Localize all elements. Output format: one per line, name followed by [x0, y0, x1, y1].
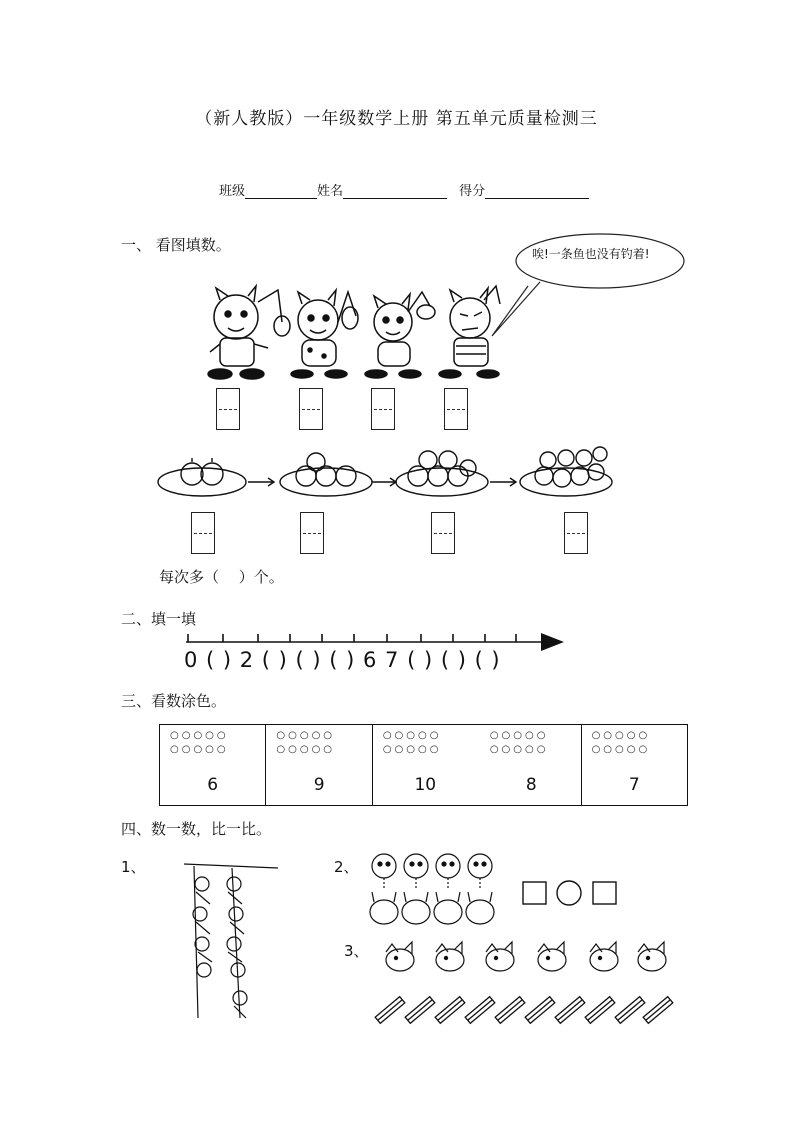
- target-number: 10: [414, 775, 437, 795]
- name-field[interactable]: [343, 183, 447, 199]
- arrow-3-drawing: [490, 478, 516, 486]
- compare-square-right[interactable]: [593, 882, 616, 904]
- question-3-label: 3、: [344, 942, 369, 960]
- answer-box-plate-3[interactable]: [431, 512, 455, 554]
- cat-1-drawing: [208, 286, 290, 379]
- section3-heading: 三、看数涂色。: [121, 692, 227, 710]
- target-number: 7: [628, 775, 640, 795]
- number-sequence: 0 ( ) 2 ( ) ( ) ( ) 6 7 ( ) ( ) ( ): [184, 648, 501, 672]
- answer-box-cat-2[interactable]: [299, 388, 323, 430]
- answer-box-plate-1[interactable]: [191, 512, 215, 554]
- pencils-illustration: [376, 990, 676, 1030]
- class-label: 班级: [219, 184, 246, 199]
- cat-3-drawing: [365, 292, 435, 378]
- arrow-1-drawing: [248, 478, 274, 486]
- color-table: [159, 724, 688, 806]
- plate-3-drawing: [396, 451, 488, 496]
- section1-heading: 一、 看图填数。: [121, 236, 231, 254]
- answer-box-plate-4[interactable]: [564, 512, 588, 554]
- class-field[interactable]: [245, 183, 317, 199]
- target-number: 8: [525, 775, 537, 795]
- section4-heading: 四、数一数，比一比。: [121, 820, 272, 838]
- birds-illustration: [382, 938, 672, 974]
- name-label: 姓名: [317, 184, 344, 199]
- compare-square-left[interactable]: [523, 882, 546, 904]
- circle-row: ○○○○○: [382, 730, 442, 741]
- plate-2-drawing: [280, 453, 372, 496]
- circle-row: ○○○○○: [591, 730, 651, 741]
- target-number: 9: [313, 775, 325, 795]
- circle-row: ○○○○○: [276, 730, 336, 741]
- score-field[interactable]: [485, 183, 589, 199]
- animals-illustration: [366, 850, 500, 930]
- circle-row: ○○○○○: [276, 744, 336, 755]
- apple-plates-illustration: [156, 440, 616, 506]
- circle-row: ○○○○○: [382, 744, 442, 755]
- number-line-arrow: [541, 633, 564, 651]
- circle-row: ○○○○○: [591, 744, 651, 755]
- compare-symbols: [522, 880, 618, 906]
- answer-box-plate-2[interactable]: [300, 512, 324, 554]
- target-number: 6: [207, 775, 219, 795]
- color-cell-3[interactable]: [372, 725, 581, 806]
- arrow-2-drawing: [372, 478, 396, 486]
- color-cell-1[interactable]: [160, 725, 266, 806]
- color-cell-5[interactable]: [581, 725, 687, 806]
- cat-4-drawing: [439, 286, 500, 378]
- question-2-label: 2、: [334, 858, 359, 876]
- monkeys-illustration: [184, 858, 280, 1028]
- circle-row: ○○○○○: [489, 730, 549, 741]
- circle-row: ○○○○○: [489, 744, 549, 755]
- answer-box-cat-1[interactable]: [216, 388, 240, 430]
- each-time-more: 每次多（ ）个。: [159, 568, 284, 586]
- circle-row: ○○○○○: [170, 730, 229, 741]
- section2-heading: 二、填一填: [121, 610, 197, 628]
- plate-1-drawing: [158, 458, 246, 496]
- answer-box-cat-4[interactable]: [444, 388, 468, 430]
- compare-circle[interactable]: [557, 881, 581, 905]
- score-label: 得分: [459, 184, 486, 199]
- question-1-label: 1、: [121, 858, 146, 876]
- page-title: （新人教版）一年级数学上册 第五单元质量检测三: [195, 109, 598, 129]
- color-cell-2[interactable]: [266, 725, 372, 806]
- answer-box-cat-3[interactable]: [371, 388, 395, 430]
- cats-illustration: [198, 282, 508, 386]
- circle-row: ○○○○○: [170, 744, 229, 755]
- plate-4-drawing: [520, 447, 612, 496]
- cat-2-drawing: [291, 290, 358, 378]
- speech-text: 唉!一条鱼也没有钓着!: [532, 247, 650, 261]
